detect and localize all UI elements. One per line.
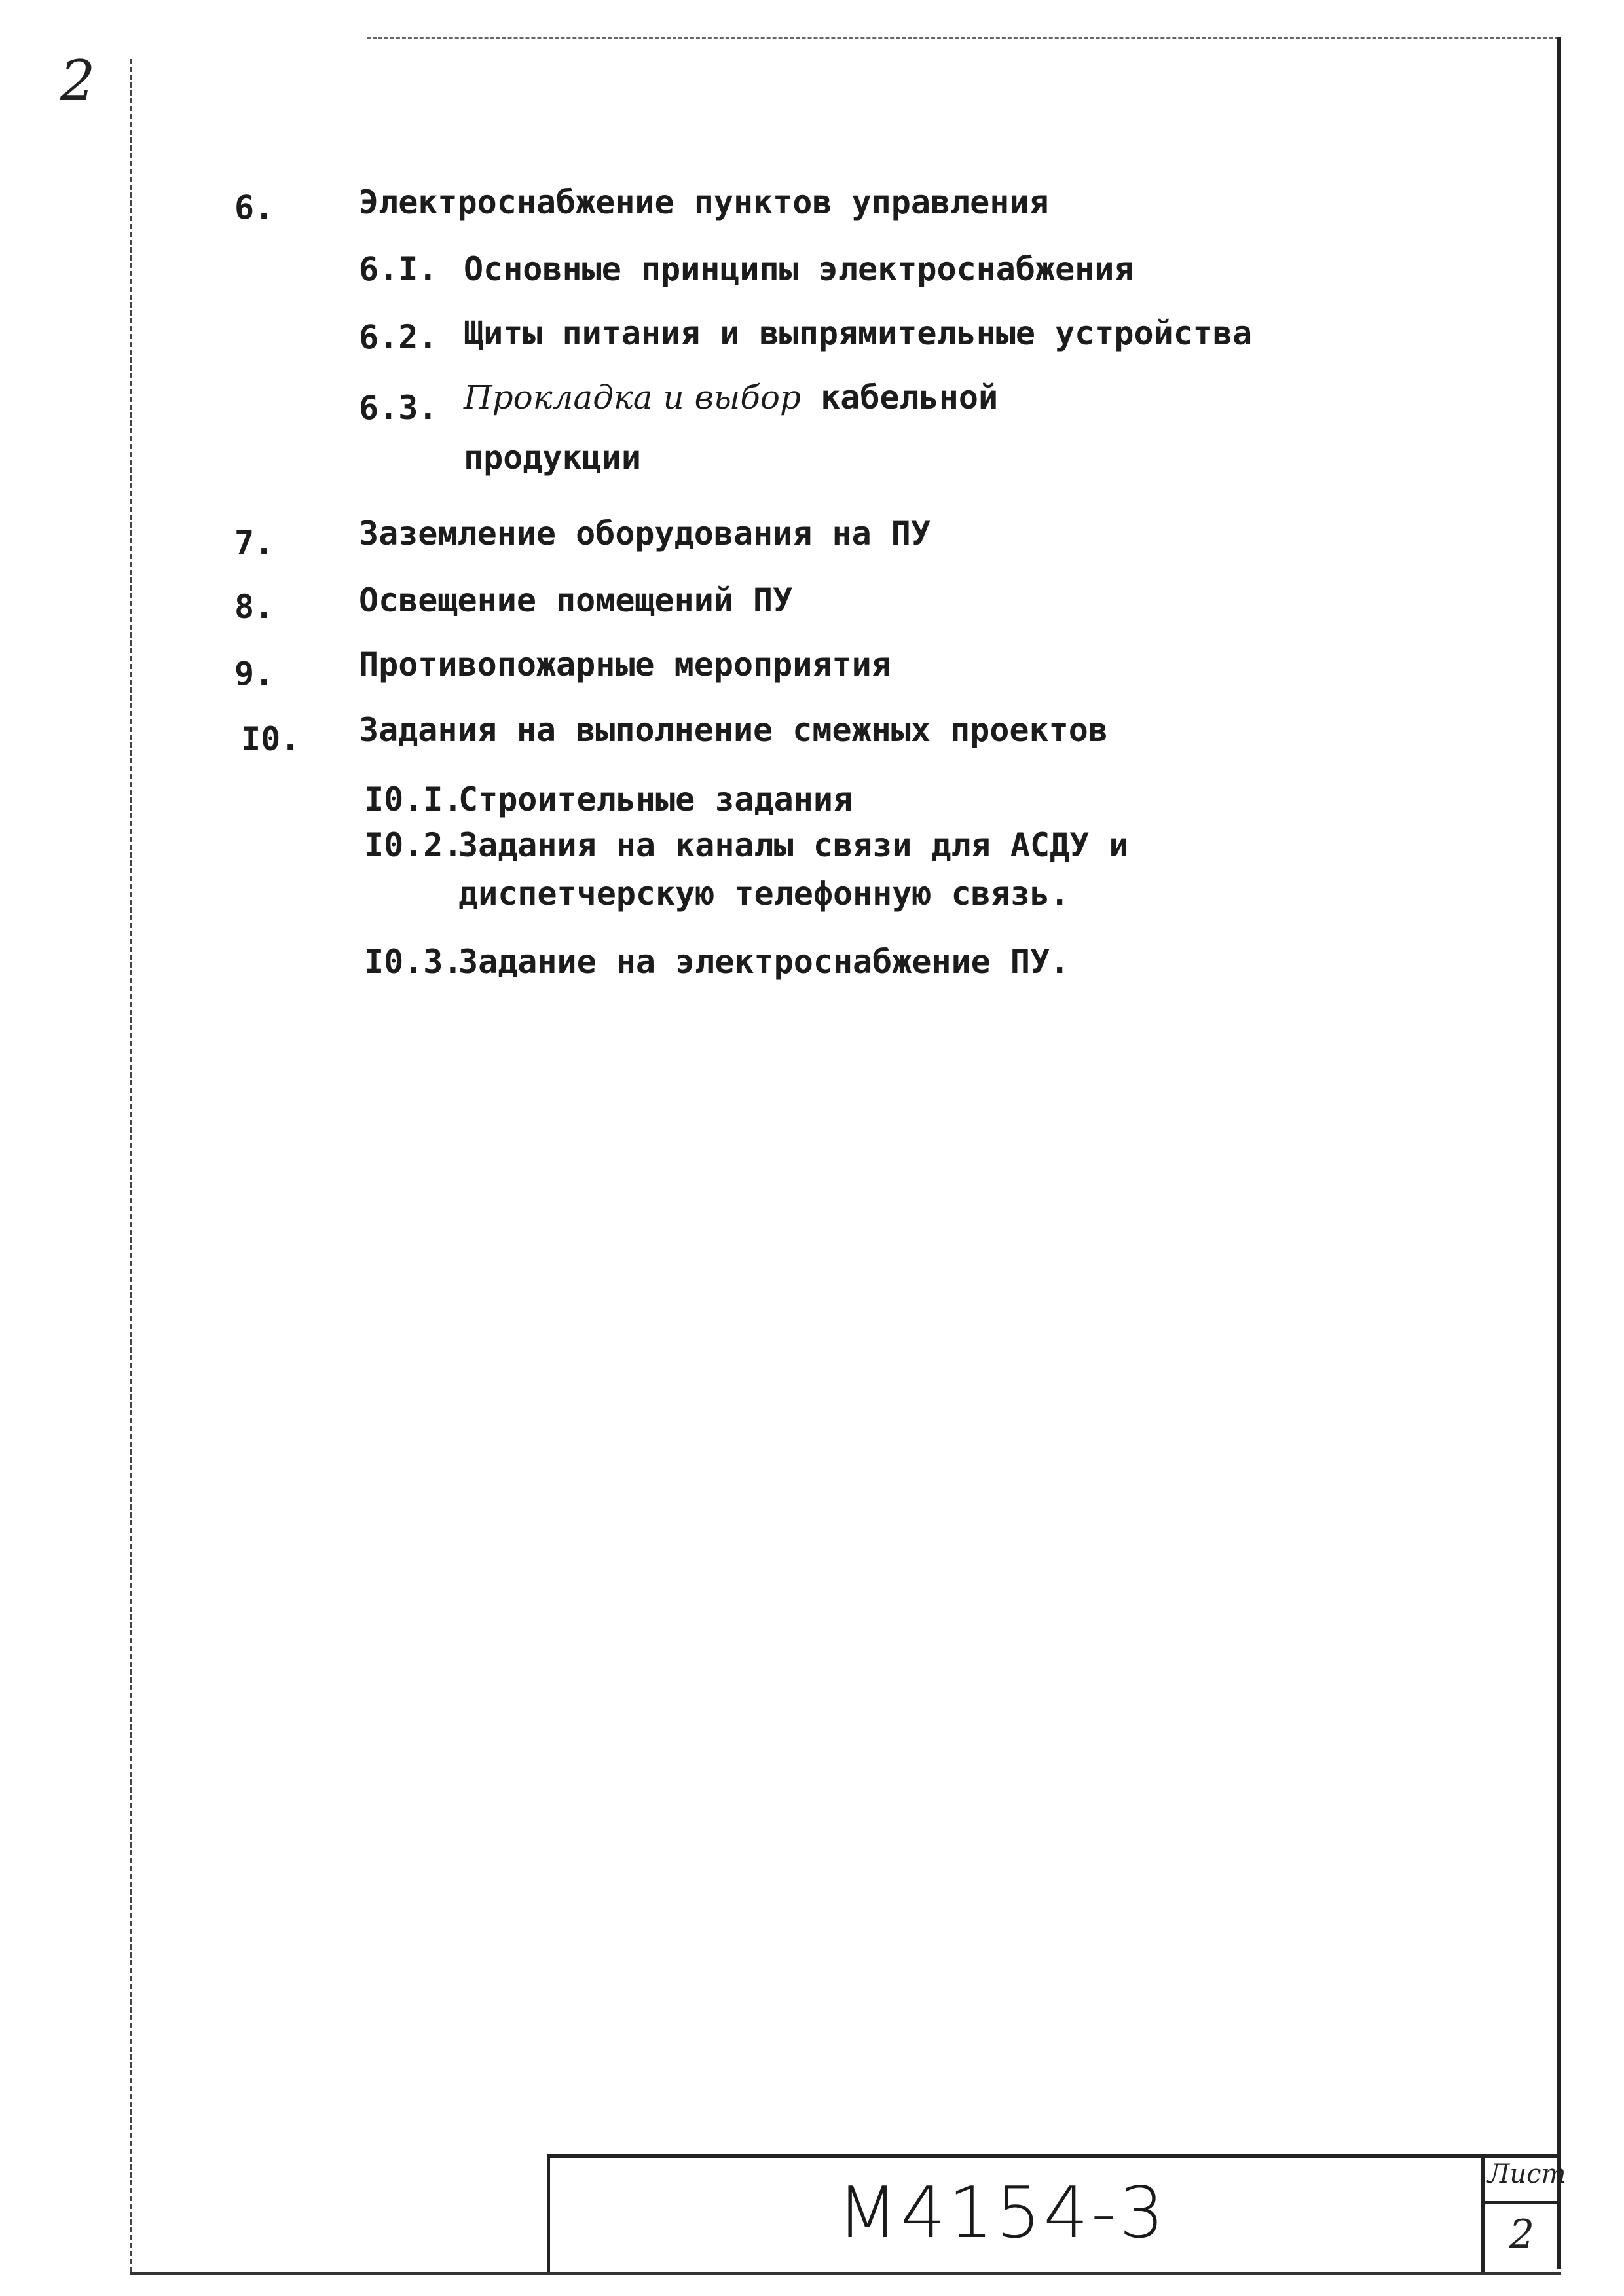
toc-number: 9. [234,655,274,693]
toc-entry-10-3: Задание на электроснабжение ПУ. [458,943,1070,981]
toc-number: I0.I. [364,780,463,818]
toc-number: 6. [234,189,274,227]
top-border [367,37,1559,39]
left-margin-border [130,59,132,2272]
toc-number: 8. [234,588,274,626]
sheet-number: 2 [1509,2212,1535,2257]
toc-number: 6.3. [359,389,438,427]
toc-entry-9: Противопожарные мероприятия [359,646,891,683]
toc-entry-6-3: Прокладка и выбор кабельной [464,378,999,416]
toc-number: I0.3. [364,943,463,981]
toc-entry-7: Заземление оборудования на ПУ [359,515,931,553]
title-block-divider [1481,2201,1561,2204]
sheet-label: Лист [1488,2159,1566,2189]
document-code: М4154-3 [837,2172,1167,2254]
toc-entry-6-3-line2: продукции [464,439,641,477]
toc-number: 6.2. [359,318,438,356]
toc-entry-6-2: Щиты питания и выпрямительные устройства [464,314,1253,352]
toc-entry-6-1: Основные принципы электроснабжения [464,250,1134,288]
handwritten-correction: Прокладка и выбор [464,378,802,416]
toc-entry-10: Задания на выполнение смежных проектов [359,711,1108,749]
right-frame-border [1557,37,1561,2269]
toc-number: 7. [234,524,274,562]
bottom-frame-border [130,2272,1561,2275]
title-block-divider [1481,2154,1485,2272]
toc-number: I0.2. [364,826,463,864]
toc-number: 6.I. [359,250,438,288]
toc-number: I0. [241,720,301,758]
toc-entry-6: Электроснабжение пунктов управления [359,183,1049,221]
page-marker: 2 [60,48,96,113]
toc-entry-10-1: Строительные задания [458,780,853,818]
toc-entry-8: Освещение помещений ПУ [359,581,793,619]
toc-entry-10-2: Задания на каналы связи для АСДУ и [458,826,1129,864]
toc-entry-10-2-line2: диспетчерскую телефонную связь. [458,875,1070,913]
